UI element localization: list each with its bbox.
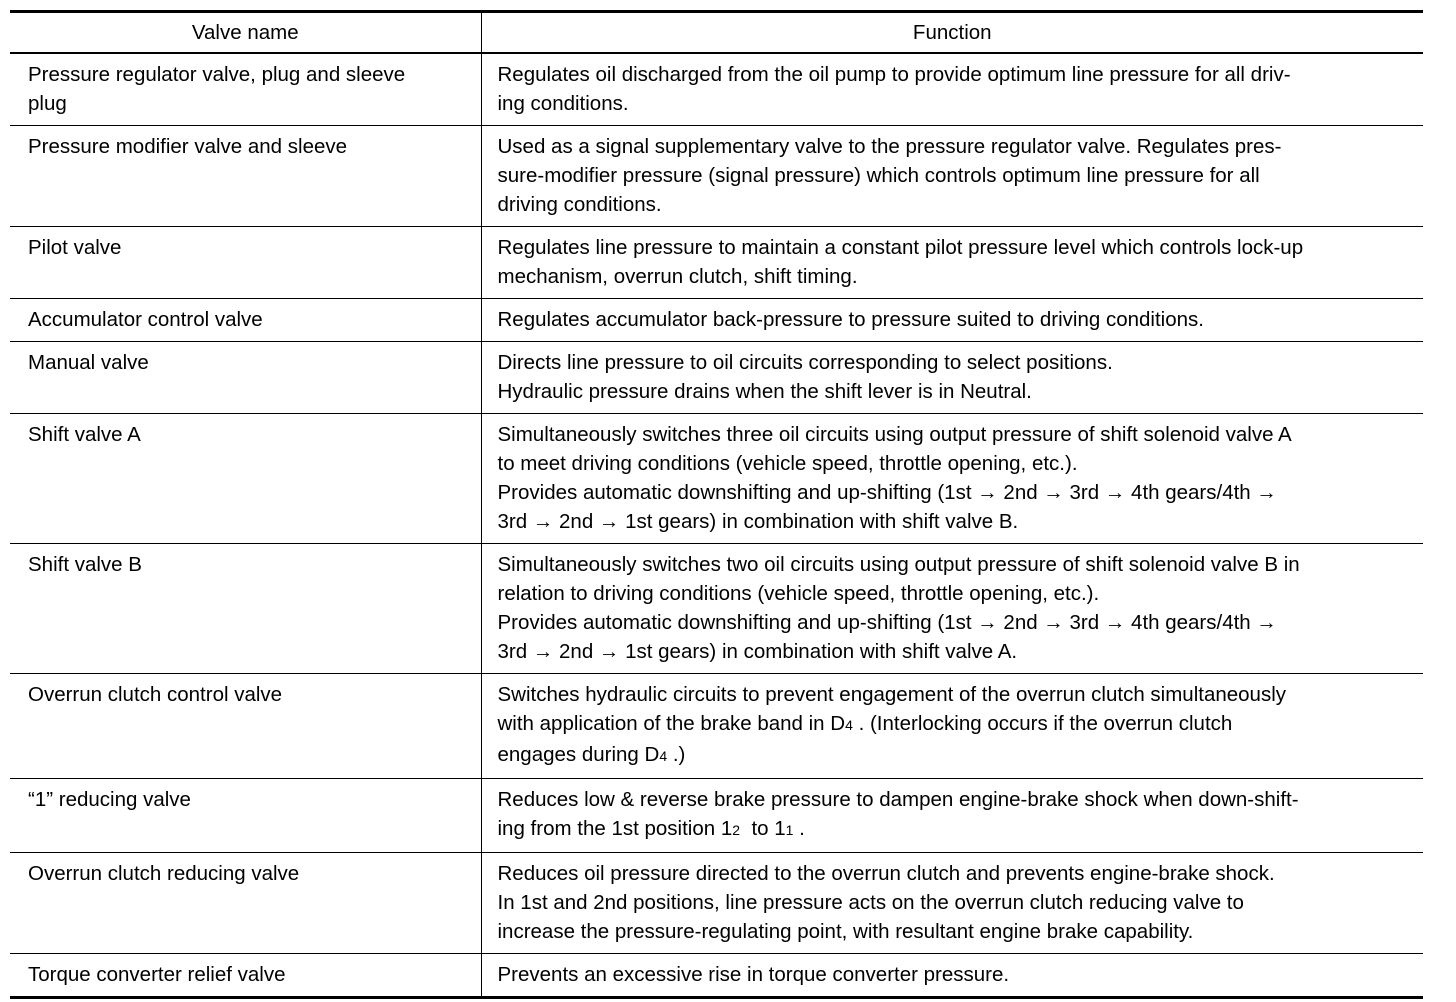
function-cell xyxy=(481,778,1423,852)
valve-name-line: “1” reducing valve xyxy=(28,787,191,811)
valve-name-cell xyxy=(10,953,481,997)
function-line: to meet driving conditions (vehicle speed, throttle opening, etc.). xyxy=(497,451,1078,475)
valve-name-cell xyxy=(10,53,481,126)
valve-name-line: Manual valve xyxy=(28,350,149,374)
function-line: Reduces low & reverse brake pressure to dampen engine-brake shock when down-shift- xyxy=(497,787,1299,811)
valve-name-line: Pressure modifier valve and sleeve xyxy=(28,134,348,158)
function-cell xyxy=(481,125,1423,226)
range-subscript: 4 xyxy=(659,747,668,764)
function-cell xyxy=(481,953,1423,997)
function-cell xyxy=(481,298,1423,341)
range-subscript: 1 xyxy=(785,821,794,838)
function-text: .) xyxy=(667,742,686,766)
valve-name-line: Pilot valve xyxy=(28,235,122,259)
function-cell xyxy=(481,852,1423,953)
table-row xyxy=(10,298,1423,341)
function-text: ing from the 1st position 1 xyxy=(497,816,733,840)
valve-name-cell xyxy=(10,341,481,413)
function-line: ing conditions. xyxy=(497,91,629,115)
function-line: Regulates line pressure to maintain a constant pilot pressure level which controls lock-up xyxy=(497,235,1304,259)
valve-name-cell xyxy=(10,125,481,226)
function-line: driving conditions. xyxy=(497,192,662,216)
table-row xyxy=(10,953,1423,997)
function-line: relation to driving conditions (vehicle speed, throttle opening, etc.). xyxy=(497,581,1100,605)
valve-name-line: Accumulator control valve xyxy=(28,307,263,331)
function-line: Switches hydraulic circuits to prevent engagement of the overrun clutch simultaneously xyxy=(497,682,1287,706)
function-line: sure-modifier pressure (signal pressure) which controls optimum line pressure for all xyxy=(497,163,1260,187)
table-row xyxy=(10,125,1423,226)
function-text: to 1 xyxy=(740,816,786,840)
table-row xyxy=(10,778,1423,852)
function-line: Simultaneously switches three oil circuits using output pressure of shift solenoid valve A xyxy=(497,422,1292,446)
table-row xyxy=(10,413,1423,543)
function-line: increase the pressure-regulating point, with resultant engine brake capability. xyxy=(497,919,1194,943)
valve-name-line: plug xyxy=(28,91,67,115)
function-line xyxy=(498,814,1418,845)
table-row xyxy=(10,341,1423,413)
column-header-valve-name: Valve name xyxy=(10,12,481,53)
range-subscript: 4 xyxy=(845,716,853,733)
function-line: Provides automatic downshifting and up-shifting (1st → 2nd → 3rd → 4th gears/4th → xyxy=(497,480,1277,504)
function-text: . (Interlocking occurs if the overrun clutch xyxy=(852,711,1233,735)
valve-name-line: Torque converter relief valve xyxy=(28,962,286,986)
function-line: Provides automatic downshifting and up-shifting (1st → 2nd → 3rd → 4th gears/4th → xyxy=(497,610,1277,634)
valve-name-cell xyxy=(10,543,481,673)
function-line: Used as a signal supplementary valve to the pressure regulator valve. Regulates pres- xyxy=(497,134,1282,158)
function-line: mechanism, overrun clutch, shift timing. xyxy=(497,264,858,288)
range-subscript: 2 xyxy=(732,821,741,838)
function-cell xyxy=(481,673,1423,778)
column-header-function: Function xyxy=(481,12,1423,53)
function-cell xyxy=(481,413,1423,543)
function-line: Regulates oil discharged from the oil pump to provide optimum line pressure for all driv- xyxy=(497,62,1291,86)
function-cell xyxy=(481,53,1423,126)
function-line: 3rd → 2nd → 1st gears) in combination with shift valve B. xyxy=(497,509,1019,533)
valve-name-cell xyxy=(10,298,481,341)
table-row xyxy=(10,543,1423,673)
function-line xyxy=(498,709,1418,740)
valve-name-line: Overrun clutch reducing valve xyxy=(28,861,300,885)
valve-name-cell xyxy=(10,778,481,852)
valve-name-line: Shift valve A xyxy=(28,422,141,446)
function-line: Regulates accumulator back-pressure to pressure suited to driving conditions. xyxy=(497,307,1204,331)
function-cell xyxy=(481,341,1423,413)
valve-name-line: Pressure regulator valve, plug and sleeve xyxy=(28,62,406,86)
table-row xyxy=(10,852,1423,953)
valve-name-cell xyxy=(10,852,481,953)
valve-name-cell xyxy=(10,413,481,543)
function-line: Hydraulic pressure drains when the shift lever is in Neutral. xyxy=(497,379,1032,403)
valve-name-cell xyxy=(10,673,481,778)
function-line xyxy=(498,740,1418,771)
function-text: with application of the brake band in D xyxy=(497,711,846,735)
table-row xyxy=(10,53,1423,126)
table-row xyxy=(10,673,1423,778)
function-line: Reduces oil pressure directed to the overrun clutch and prevents engine-brake shock. xyxy=(497,861,1275,885)
function-line: Simultaneously switches two oil circuits using output pressure of shift solenoid valve B in xyxy=(497,552,1300,576)
table-row xyxy=(10,226,1423,298)
function-line: Prevents an excessive rise in torque converter pressure. xyxy=(497,962,1010,986)
function-text: engages during D xyxy=(497,742,660,766)
function-cell xyxy=(481,543,1423,673)
function-line: Directs line pressure to oil circuits corresponding to select positions. xyxy=(497,350,1113,374)
valve-name-line: Overrun clutch control valve xyxy=(28,682,283,706)
function-cell xyxy=(481,226,1423,298)
table-header-row xyxy=(10,12,1423,53)
valve-name-cell xyxy=(10,226,481,298)
valve-function-table xyxy=(10,10,1423,999)
function-text: . xyxy=(793,816,805,840)
function-line: 3rd → 2nd → 1st gears) in combination with shift valve A. xyxy=(497,639,1018,663)
function-line: In 1st and 2nd positions, line pressure acts on the overrun clutch reducing valve to xyxy=(497,890,1244,914)
valve-name-line: Shift valve B xyxy=(28,552,142,576)
